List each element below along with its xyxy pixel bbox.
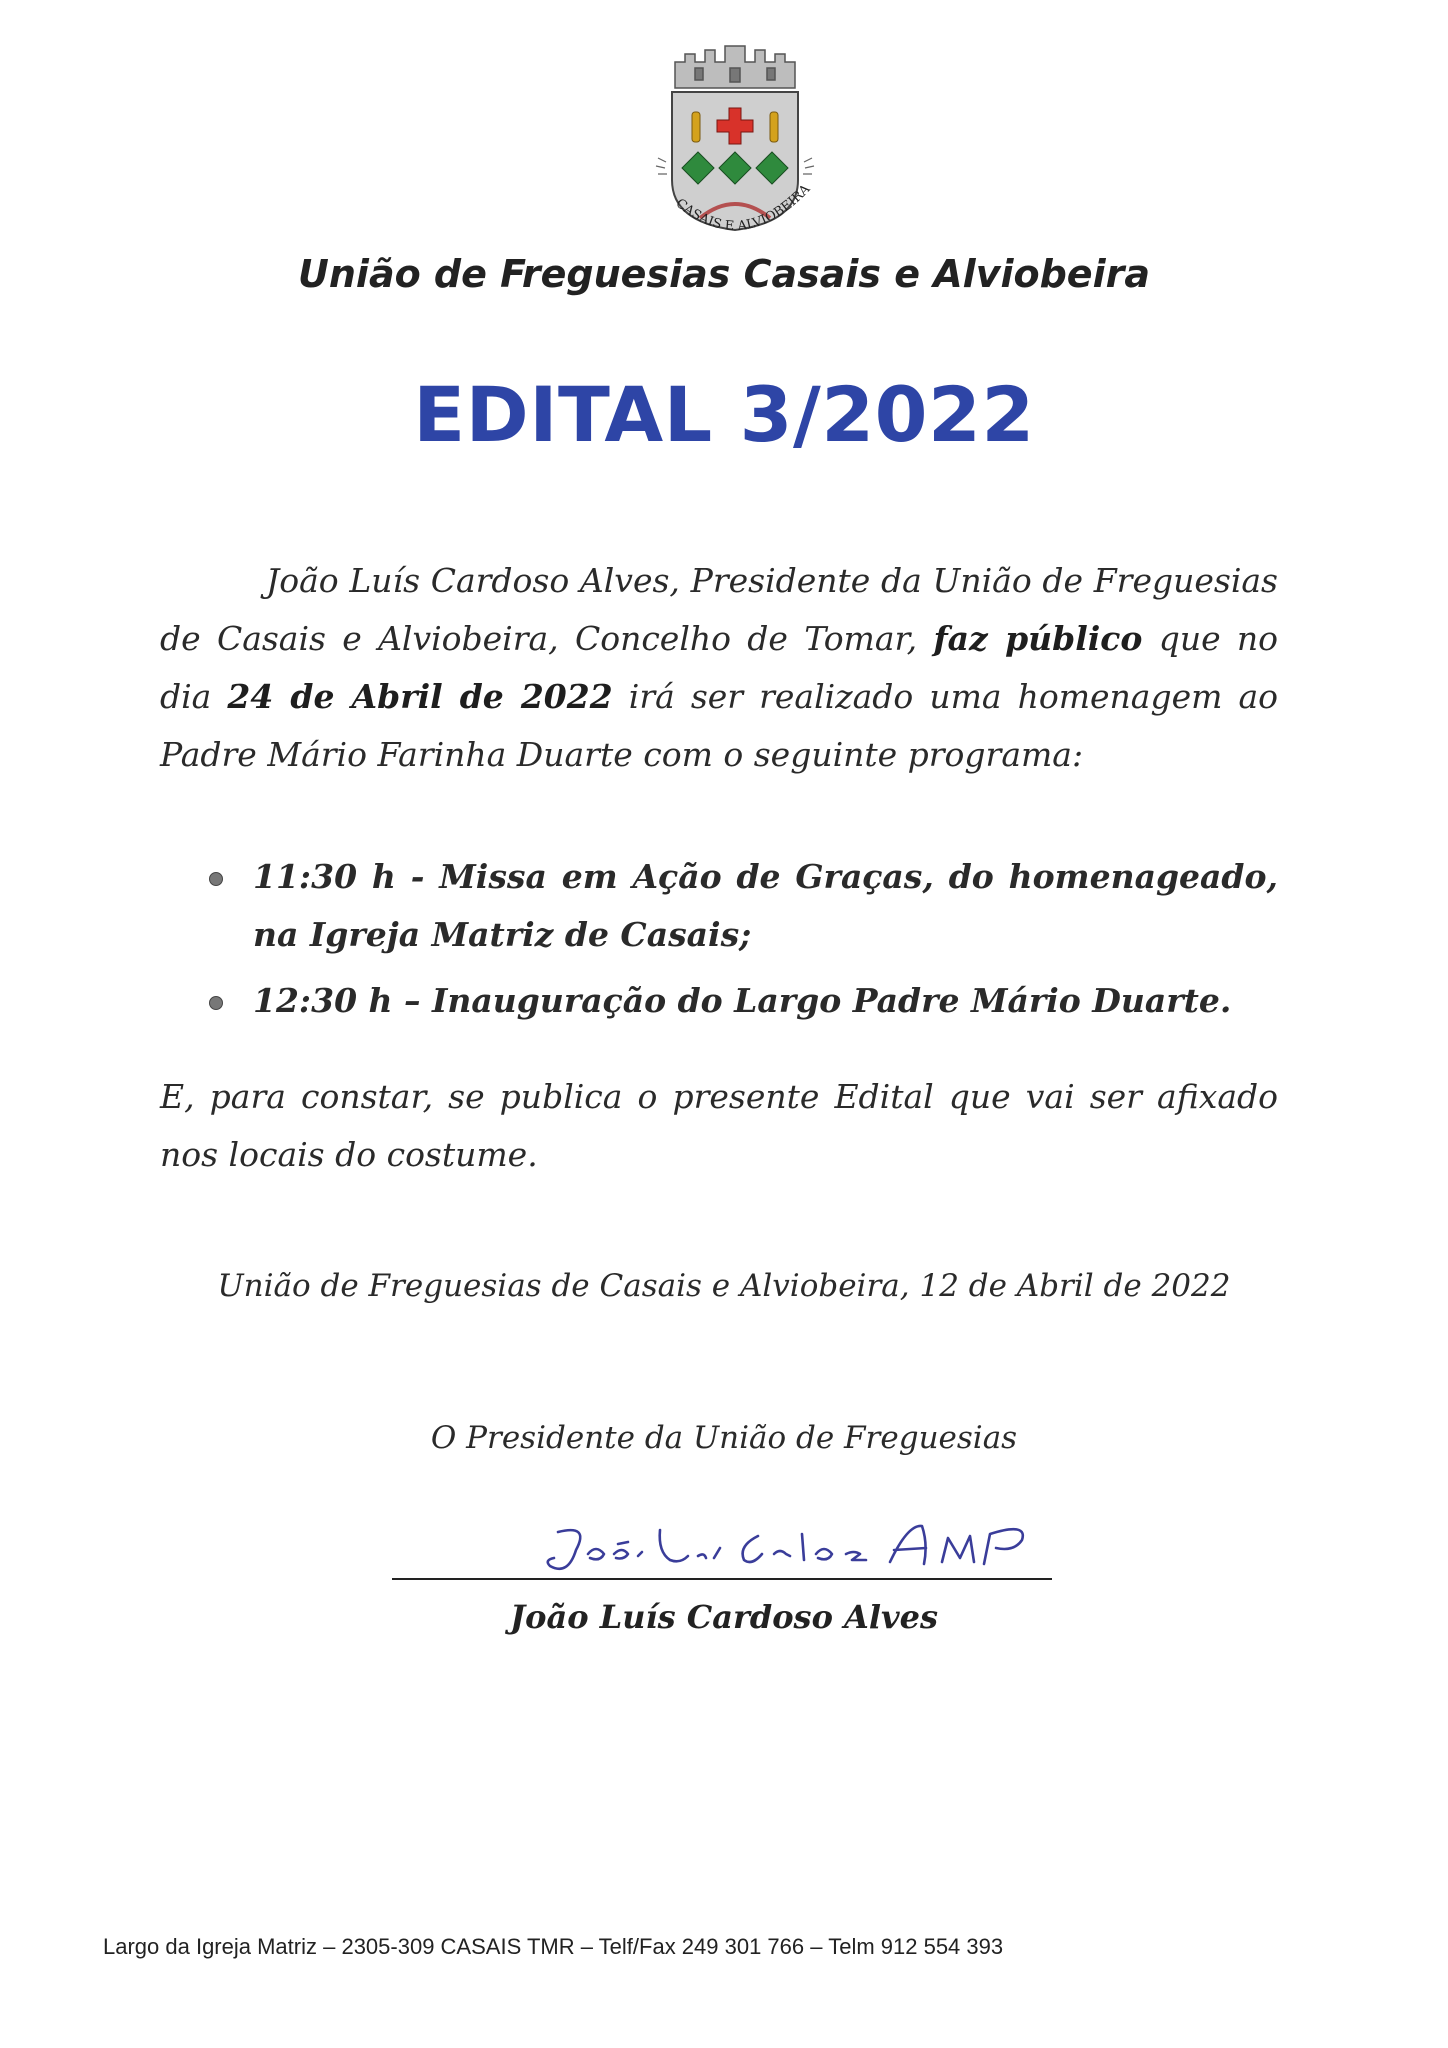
place-and-date: União de Freguesias de Casais e Alviobeira, 12 de Abril de 2022 xyxy=(217,1268,1231,1304)
list-item xyxy=(205,972,1278,1030)
intro-bold-2: 24 de Abril de 2022 xyxy=(227,677,613,716)
signature-line xyxy=(392,1578,1052,1580)
bullet-icon xyxy=(209,996,223,1010)
diamond-icons xyxy=(682,152,788,184)
handwritten-signature xyxy=(530,1510,1070,1580)
edict-title: EDITAL 3/2022 xyxy=(413,370,1035,459)
signatory-name: João Luís Cardoso Alves xyxy=(509,1598,938,1636)
intro-text-3: irá ser realizado uma homenagem ao Padre Mário Farinha Duarte com o seguinte programa: xyxy=(160,677,1279,774)
mural-crown xyxy=(675,46,795,88)
bullet-icon xyxy=(209,872,223,886)
closing-paragraph: E, para constar, se publica o presente Edital que vai ser afixado nos locais do costume. xyxy=(160,1077,1278,1174)
program-list xyxy=(205,848,1278,1038)
wheat-icon-left xyxy=(692,112,700,142)
coat-of-arms-crest xyxy=(640,40,830,250)
intro-paragraph xyxy=(160,552,1278,784)
list-item xyxy=(205,848,1278,964)
footer-contact: Largo da Igreja Matriz – 2305-309 CASAIS TMR – Telf/Fax 249 301 766 – Telm 912 554 393 xyxy=(103,1934,1004,1959)
intro-text-1: João Luís Cardoso Alves, Presidente da União de Freguesias de Casais e Alviobeira, Concelho de Tomar, xyxy=(160,561,1278,658)
intro-bold-1: faz público xyxy=(933,619,1143,658)
program-item-text: 12:30 h – Inauguração do Largo Padre Mário Duarte. xyxy=(253,981,1232,1020)
organization-header: União de Freguesias Casais e Alviobeira xyxy=(298,252,1150,296)
crest-motto: CASAIS E ALVIOBEIRA xyxy=(672,181,814,235)
wheat-icon-right xyxy=(770,112,778,142)
program-item-text: 11:30 h - Missa em Ação de Graças, do homenageado, na Igreja Matriz de Casais; xyxy=(253,857,1278,954)
intro-text-2: que no dia xyxy=(160,619,1279,716)
signatory-role: O Presidente da União de Freguesias xyxy=(430,1420,1018,1456)
